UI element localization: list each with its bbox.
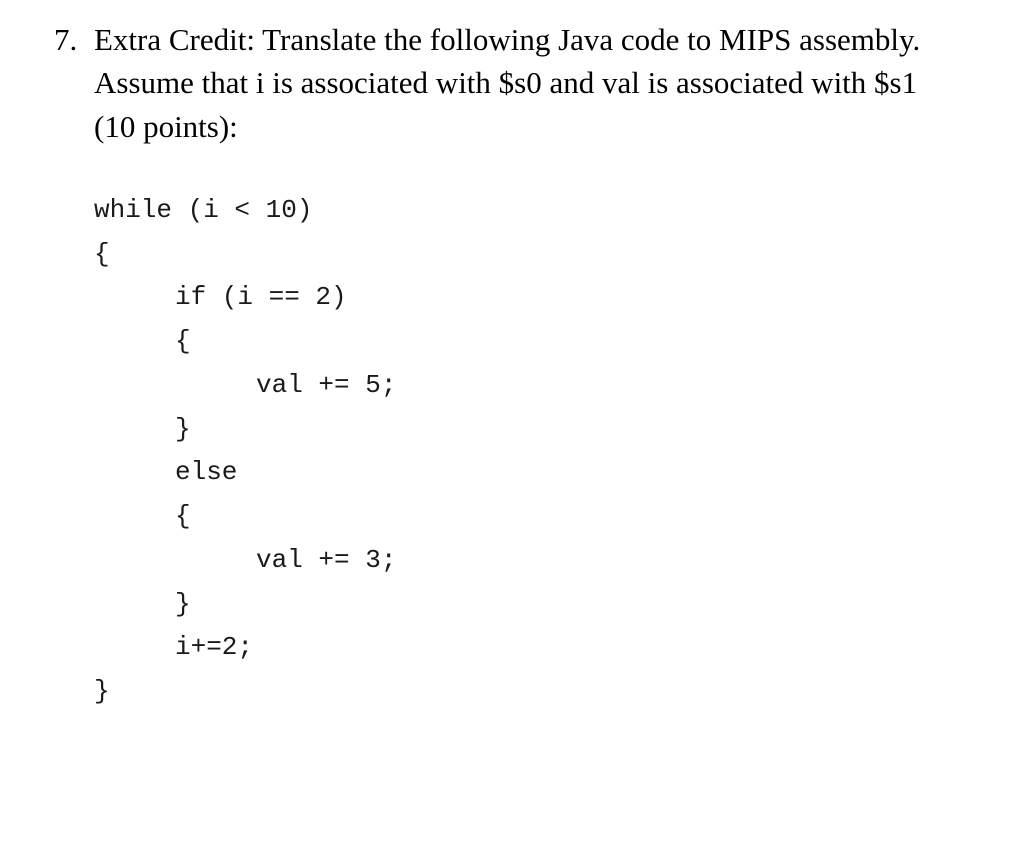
code-line-if: if (i == 2) xyxy=(175,282,347,312)
code-line-while: while (i < 10) xyxy=(94,195,313,225)
code-line-else: else xyxy=(175,457,238,487)
code-line-else-close-brace: } xyxy=(175,589,191,619)
code-line-val-plus-5: val += 5; xyxy=(256,370,397,400)
code-line-if-close-brace: } xyxy=(175,414,191,444)
code-line-if-open-brace: { xyxy=(175,326,191,356)
question-line-2: Assume that i is associated with $s0 and val is associated with $s1 xyxy=(94,65,918,100)
code-line-close-brace: } xyxy=(94,676,110,706)
code-line-increment: i+=2; xyxy=(175,632,254,662)
question-line-3: (10 points): xyxy=(94,109,238,144)
question-line-1: Extra Credit: Translate the following Java code to MIPS assembly. xyxy=(94,22,921,57)
code-line-val-plus-3: val += 3; xyxy=(256,545,397,575)
question-number: 7. xyxy=(54,22,78,57)
code-line-else-open-brace: { xyxy=(175,501,191,531)
code-line-open-brace: { xyxy=(94,239,110,269)
